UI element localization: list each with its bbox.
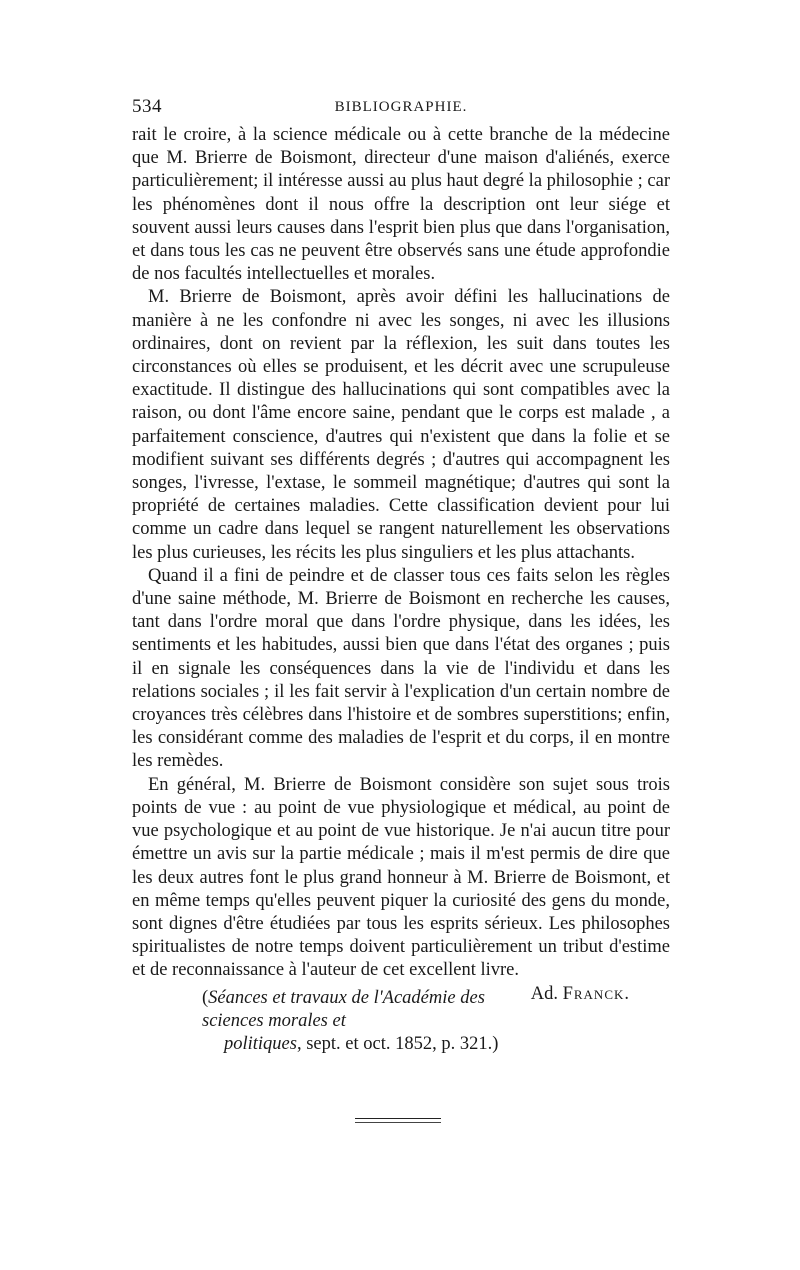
paragraph-2: M. Brierre de Boismont, après avoir défini les hallucinations de manière à ne les confondre ni avec les songes, ni avec les illusions ordinaires, dont on revient par la réflexion, les suit dans toutes les circonstances où elles se produisent, et les décrit avec une scrupuleuse exactitude. Il distingue des hallucinations qui sont compatibles avec la raison, ou dont l'âme encore saine, pendant que le corps est malade , a parfaitement conscience, d'autres qui n'existent que dans la folie et se modifient suivant ses différents degrés ; d'autres qui accompagnent les songes, l'ivresse, l'extase, le sommeil magnétique; d'autres qui sont la propriété de certaines maladies. Cette classification devient pour lui comme un cadre dans lequel se rangent naturellement les observations les plus curieuses, les récits les plus singuliers et les plus attachants.	[132, 287, 670, 563]
signature-prefix: Ad.	[530, 983, 558, 1004]
citation-details: , sept. et oct. 1852, p. 321.)	[296, 1033, 499, 1054]
end-rule-secondary	[355, 1122, 441, 1123]
paragraph-4-text: En général, M. Brierre de Boismont considère son sujet sous trois points de vue : au point de vue physiologique et médical, au point de vue psychologique et au point de vue historique. Je n'ai aucun titre pour émettre un avis sur la partie médicale ; mais il m'est permis de dire que les deux autres font le plus grand honneur à M. Brierre de Boismont, et en même temps qu'elles peuvent piquer la curiosité des gens du monde, sont dignes d'être étudiées par tous les esprits sérieux. Les philosophes spiritualistes de notre temps doivent particulièrement un tribut d'estime et de reconnaissance à l'auteur de cet excellent livre.	[132, 774, 670, 981]
author-signature	[515, 983, 630, 1006]
end-rule	[355, 1118, 441, 1119]
page-header	[132, 96, 670, 124]
paragraph-1: rait le croire, à la science médicale ou à cette branche de la médecine que M. Brierre de Boismont, directeur d'une maison d'aliénés, exerce particulièrement; il intéresse aussi au plus haut degré la philosophie ; car les phénomènes dont il nous offre la description ont leur siége et souvent aussi leurs causes dans l'esprit bien plus que dans l'organisation, et dans tous les cas ne peuvent être observés sans une étude approfondie de nos facultés intellectuelles et morales.	[132, 125, 670, 285]
document-page	[132, 96, 670, 1056]
paragraph-3: Quand il a fini de peindre et de classer tous ces faits selon les règles d'une saine méthode, M. Brierre de Boismont en recherche les causes, tant dans l'ordre moral que dans l'ordre physique, dans les idées, les sentiments et les habitudes, aussi bien que dans l'état des organes ; puis il en signale les conséquences dans la vie de l'individu et dans les relations sociales ; il les fait servir à l'explication d'un certain nombre de croyances très célèbres dans l'histoire et de sombres superstitions; enfin, les considérant comme des maladies de l'esprit et du corps, il en montre les remèdes.	[132, 565, 670, 772]
page-number: 534	[132, 96, 162, 117]
citation-title-2: politiques	[224, 1033, 297, 1054]
running-title: BIBLIOGRAPHIE.	[334, 99, 468, 115]
citation-title-1: Séances et travaux de l'Académie des sciences morales et	[202, 987, 485, 1031]
signature-name: Franck.	[562, 983, 630, 1004]
paragraph-4	[132, 774, 670, 1004]
citation-continuation	[202, 1033, 670, 1056]
citation-open: (	[202, 987, 209, 1008]
body-text	[132, 124, 670, 1004]
